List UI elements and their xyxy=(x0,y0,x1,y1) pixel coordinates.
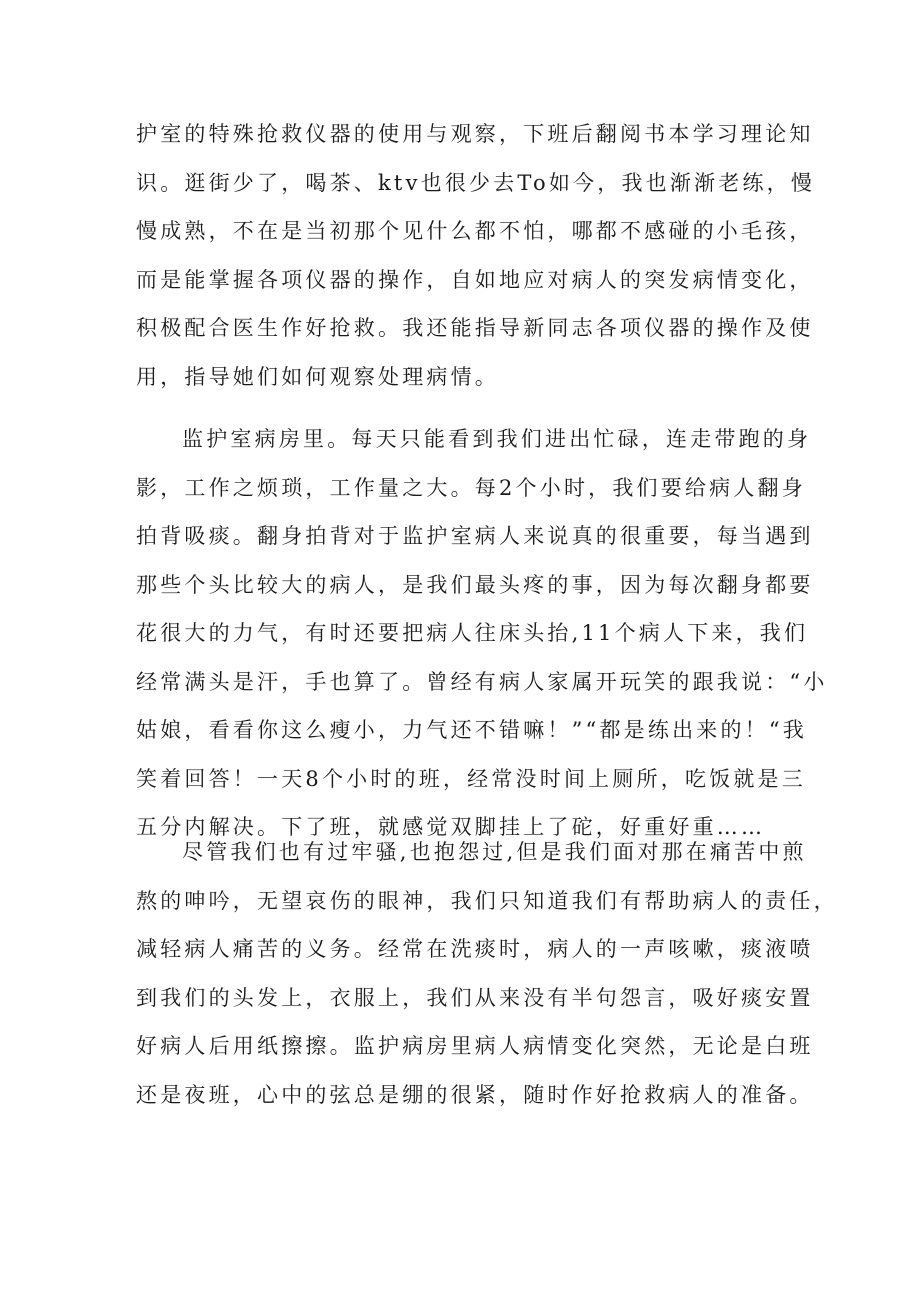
text-line: 积极配合医生作好抢救。我还能指导新同志各项仪器的操作及使 xyxy=(136,316,814,340)
text-line-first: 监护室病房里。每天只能看到我们进出忙碌，连走带跑的身 xyxy=(182,427,812,451)
text-line-first: 尽管我们也有过牢骚,也抱怨过,但是我们面对那在痛苦中煎 xyxy=(182,840,807,864)
text-line: 花很大的力气，有时还要把病人往床头抬,11个病人下来，我们 xyxy=(136,621,809,645)
text-line: 到我们的头发上，衣服上，我们从来没有半句怨言，吸好痰安置 xyxy=(136,985,814,1010)
text-line: 五分内解决。下了班，就感觉双脚挂上了砣，好重好重…… xyxy=(136,815,766,839)
text-line: 姑娘，看看你这么瘦小，力气还不错嘛！”“都是练出来的！“我 xyxy=(136,718,808,742)
text-line: 还是夜班，心中的弦总是绷的很紧，随时作好抢救病人的准备。 xyxy=(136,1082,814,1107)
text-line: 减轻病人痛苦的义务。经常在洗痰时，病人的一声咳嗽，痰液喷 xyxy=(136,937,814,961)
text-line: 识。逛街少了，喝茶、ktv也很少去To如今，我也渐渐老练，慢 xyxy=(136,170,816,195)
paragraph-3 xyxy=(136,828,838,1119)
text-line: 经常满头是汗，手也算了。曾经有病人家属开玩笑的跟我说：“小 xyxy=(136,669,828,694)
paragraph-1 xyxy=(136,110,816,401)
text-line: 护室的特殊抢救仪器的使用与观察，下班后翻阅书本学习理论知 xyxy=(136,122,814,146)
text-line: 笑着回答！一天8个小时的班，经常没时间上厕所，吃饭就是三 xyxy=(136,766,806,791)
text-line: 熬的呻吟，无望哀伤的眼神，我们只知道我们有帮助病人的责任， xyxy=(136,888,838,913)
text-line: 而是能掌握各项仪器的操作，自如地应对病人的突发病情变化， xyxy=(136,267,814,292)
text-line: 用，指导她们如何观察处理病情。 xyxy=(136,364,499,389)
text-line: 影，工作之烦琐，工作量之大。每2个小时，我们要给病人翻身 xyxy=(136,475,806,500)
text-line: 好病人后用纸擦擦。监护病房里病人病情变化突然，无论是白班 xyxy=(136,1034,814,1058)
text-line: 慢成熟，不在是当初那个见什么都不怕，哪都不感碰的小毛孩， xyxy=(136,219,814,243)
text-line: 那些个头比较大的病人，是我们最头疼的事，因为每次翻身都要 xyxy=(136,572,814,597)
text-line: 拍背吸痰。翻身拍背对于监护室病人来说真的很重要，每当遇到 xyxy=(136,524,814,548)
